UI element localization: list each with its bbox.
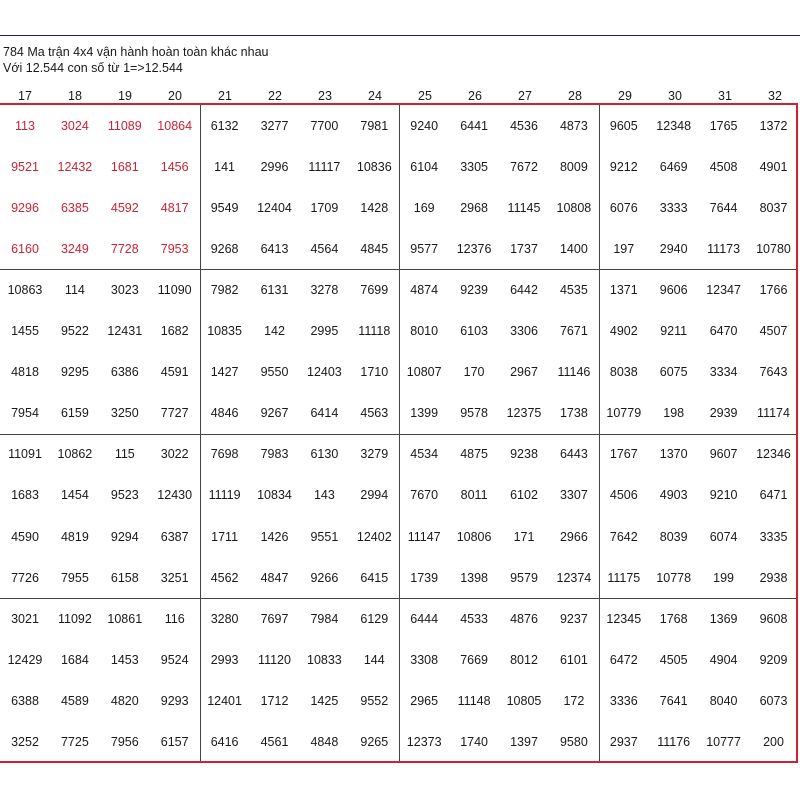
matrix-cell: 6131 [260,282,289,297]
matrix-cell: 6470 [709,324,738,338]
matrix-cell: 2965 [410,693,439,708]
matrix-cell: 11147 [407,529,441,544]
matrix-cell: 142 [264,324,285,338]
matrix-cell: 6074 [709,529,738,544]
matrix-cell: 2995 [310,324,339,338]
matrix-cell: 4876 [510,611,538,626]
matrix-cell: 6385 [60,200,89,215]
matrix-cell: 12403 [307,365,342,380]
matrix-cell: 1709 [310,200,339,215]
matrix-cell: 9549 [210,200,239,215]
column-header: 26 [468,89,482,103]
matrix-cell: 1370 [659,447,688,462]
matrix-cell: 6443 [559,447,588,462]
matrix-cell: 12431 [107,324,143,338]
matrix-cell: 3021 [11,611,39,626]
matrix-cell: 1711 [211,529,239,544]
matrix-cell: 12347 [706,282,741,297]
block-divider-horizontal [0,269,796,270]
matrix-cell: 8039 [659,529,688,544]
matrix-cell: 8009 [559,159,588,174]
matrix-cell: 9212 [609,159,638,174]
matrix-cell: 169 [413,200,435,215]
matrix-cell: 3306 [510,324,538,338]
matrix-cell: 1738 [559,406,588,421]
matrix-cell: 12429 [7,652,43,667]
matrix-cell: 10836 [356,159,392,174]
matrix-cell: 10864 [157,118,193,133]
matrix-cell: 4820 [110,693,139,708]
column-header: 28 [568,89,582,103]
matrix-cell: 12432 [57,159,93,174]
matrix-cell: 12374 [556,570,592,585]
matrix-cell: 141 [214,159,236,174]
matrix-cell: 1740 [460,735,488,749]
matrix-cell: 4535 [559,282,588,297]
matrix-cell: 198 [663,406,685,421]
title-block [3,44,268,76]
matrix-cell: 1372 [759,118,788,133]
column-header: 30 [668,89,682,103]
matrix-cell: 9237 [559,611,588,626]
matrix-cell: 6101 [559,652,588,667]
matrix-cell: 10863 [7,282,43,297]
column-header: 25 [418,89,432,103]
matrix-cell: 3307 [559,488,588,503]
matrix-cell: 6414 [310,406,339,421]
column-header-row [0,88,800,104]
matrix-cell: 1427 [210,365,239,380]
matrix-cell: 9523 [110,488,139,503]
column-header: 32 [768,89,782,103]
matrix-cell: 1398 [460,570,488,585]
matrix-cell: 1456 [160,159,189,174]
matrix-cell: 7698 [210,447,239,462]
column-header: 23 [318,89,332,103]
matrix-cell: 7699 [360,282,389,297]
matrix-cell: 1737 [510,241,538,256]
matrix-cell: 3251 [160,570,189,585]
matrix-cell: 11117 [308,159,341,174]
matrix-cell: 4848 [310,735,339,749]
matrix-cell: 6130 [310,447,339,462]
matrix-cell: 1371 [609,282,638,297]
matrix-cell: 170 [463,365,485,380]
matrix-cell: 4507 [759,324,788,338]
matrix-cell: 9211 [660,324,688,338]
matrix-cell: 3333 [659,200,688,215]
matrix-cell: 2993 [210,652,239,667]
title-line-2: Với 12.544 con số từ 1=>12.544 [3,61,183,75]
matrix-cell: 11092 [57,611,92,626]
matrix-cell: 11118 [358,324,391,338]
matrix-cell: 3250 [110,406,139,421]
matrix-cell: 9579 [510,570,538,585]
matrix-cell: 4590 [11,529,39,544]
matrix-cell: 6129 [360,611,389,626]
matrix-cell: 6388 [11,693,39,708]
matrix-cell: 4534 [410,447,439,462]
matrix-cell: 6102 [510,488,538,503]
matrix-cell: 6132 [210,118,239,133]
matrix-cell: 7956 [110,735,139,749]
matrix-cell: 1684 [60,652,89,667]
matrix-cell: 7726 [11,570,39,585]
matrix-cell: 4536 [510,118,538,133]
matrix-cell: 3335 [759,529,788,544]
matrix-cell: 10780 [756,241,791,256]
matrix-cell: 1739 [410,570,439,585]
matrix-cell: 6076 [609,200,638,215]
matrix-cell: 1455 [11,324,39,338]
matrix-cell: 9552 [360,693,389,708]
column-header: 24 [368,89,382,103]
matrix-cell: 4589 [60,693,89,708]
matrix-cell: 4563 [360,406,389,421]
matrix-cell: 4533 [460,611,488,626]
column-header: 18 [68,89,82,103]
matrix-cell: 1454 [60,488,89,503]
matrix-cell: 6469 [659,159,688,174]
column-header: 17 [18,89,32,103]
column-header: 21 [218,89,232,103]
matrix-cell: 12373 [406,735,442,749]
matrix-cell: 6471 [759,488,788,503]
matrix-cell: 9296 [11,200,39,215]
matrix-cell: 1712 [260,693,289,708]
matrix-cell: 1682 [160,324,189,338]
matrix-cell: 11091 [8,447,42,462]
block-divider-horizontal [0,598,796,599]
matrix-cell: 11176 [657,735,691,749]
matrix-cell: 1683 [11,488,39,503]
matrix-cell: 6413 [260,241,289,256]
matrix-cell: 11175 [607,570,641,585]
matrix-cell: 12401 [207,693,242,708]
matrix-cell: 11119 [208,488,241,503]
matrix-cell: 7953 [160,241,189,256]
matrix-cell: 3280 [210,611,239,626]
matrix-cell: 6160 [11,241,39,256]
matrix-cell: 1765 [709,118,738,133]
matrix-cell: 1400 [559,241,588,256]
matrix-cell: 6073 [759,693,788,708]
matrix-cell: 6075 [659,365,688,380]
top-rule [0,35,800,36]
matrix-cell: 171 [513,529,535,544]
column-header: 22 [268,89,282,103]
matrix-cell: 9522 [60,324,89,338]
matrix-cell: 7728 [110,241,139,256]
matrix-cell: 4561 [260,735,289,749]
matrix-cell: 7641 [659,693,688,708]
matrix-cell: 8038 [609,365,638,380]
matrix-cell: 9606 [659,282,688,297]
matrix-cell: 3279 [360,447,389,462]
matrix-cell: 10862 [57,447,93,462]
matrix-cell: 2940 [659,241,688,256]
matrix-cell: 4873 [559,118,588,133]
matrix-cell: 7982 [210,282,239,297]
matrix-cell: 3334 [709,365,738,380]
matrix-cell: 10861 [107,611,143,626]
matrix-cell: 7644 [709,200,738,215]
matrix-cell: 8037 [759,200,788,215]
matrix-cell: 1399 [410,406,439,421]
matrix-cell: 6416 [210,735,239,749]
matrix-cell: 2967 [510,365,538,380]
matrix-cell: 12402 [356,529,392,544]
matrix-cell: 2968 [460,200,488,215]
matrix-cell: 9210 [709,488,738,503]
matrix-cell: 10807 [406,365,442,380]
matrix-cell: 115 [114,447,135,462]
matrix-cell: 4847 [260,570,289,585]
matrix-cell: 6444 [410,611,439,626]
matrix-cell: 11173 [707,241,741,256]
column-header: 20 [168,89,182,103]
magic-square-matrix [0,103,798,763]
matrix-cell: 11148 [457,693,491,708]
matrix-cell: 1768 [659,611,688,626]
matrix-cell: 2938 [759,570,788,585]
matrix-cell: 9266 [310,570,339,585]
matrix-cell: 3308 [410,652,439,667]
matrix-cell: 9524 [160,652,189,667]
matrix-cell: 7700 [310,118,339,133]
matrix-cell: 1425 [310,693,339,708]
matrix-cell: 7671 [559,324,588,338]
matrix-cell: 10805 [506,693,542,708]
matrix-cell: 3336 [609,693,638,708]
matrix-cell: 8010 [410,324,439,338]
matrix-cell: 4592 [110,200,139,215]
matrix-cell: 2994 [360,488,389,503]
matrix-cell: 6157 [160,735,189,749]
matrix-cell: 3023 [110,282,139,297]
matrix-cell: 8011 [460,488,488,503]
matrix-cell: 12345 [606,611,642,626]
matrix-cell: 1426 [260,529,289,544]
matrix-cell: 9240 [410,118,439,133]
matrix-cell: 3277 [260,118,289,133]
matrix-cell: 9605 [609,118,638,133]
matrix-cell: 7955 [60,570,89,585]
matrix-cell: 12375 [506,406,542,421]
matrix-cell: 1369 [709,611,738,626]
matrix-cell: 6104 [410,159,439,174]
matrix-cell: 7672 [510,159,538,174]
title-line-1: 784 Ma trận 4x4 vận hành hoàn toàn khác nhau [3,45,269,59]
matrix-cell: 2939 [709,406,738,421]
matrix-cell: 143 [313,488,335,503]
matrix-cell: 8012 [510,652,538,667]
matrix-cell: 11089 [107,118,142,133]
matrix-cell: 3249 [60,241,89,256]
matrix-cell: 4818 [11,365,39,380]
matrix-cell: 4819 [60,529,89,544]
matrix-cell: 7643 [759,365,788,380]
matrix-cell: 9238 [510,447,538,462]
matrix-cell: 3278 [310,282,339,297]
matrix-cell: 1710 [360,365,389,380]
matrix-cell: 9580 [559,735,588,749]
matrix-cell: 6386 [110,365,139,380]
matrix-cell: 1428 [360,200,389,215]
matrix-cell: 172 [563,693,585,708]
column-header: 29 [618,89,632,103]
matrix-cell: 11145 [507,200,541,215]
matrix-cell: 7670 [410,488,439,503]
matrix-cell: 2937 [609,735,638,749]
matrix-cell: 1767 [609,447,638,462]
block-divider-horizontal [0,434,796,435]
matrix-cell: 9577 [410,241,439,256]
matrix-cell: 9239 [460,282,488,297]
matrix-cell: 3022 [160,447,189,462]
matrix-cell: 9209 [759,652,788,667]
matrix-cell: 10779 [606,406,642,421]
matrix-cell: 10834 [257,488,292,503]
matrix-cell: 7727 [160,406,189,421]
matrix-cell: 12430 [157,488,193,503]
matrix-cell: 9295 [60,365,89,380]
matrix-cell: 7983 [260,447,289,462]
matrix-cell: 4817 [160,200,189,215]
column-header: 19 [118,89,132,103]
matrix-cell: 7642 [609,529,638,544]
matrix-cell: 114 [64,282,85,297]
matrix-cell: 197 [613,241,635,256]
matrix-cell: 1453 [110,652,139,667]
matrix-cell: 4591 [160,365,189,380]
matrix-cell: 4506 [609,488,638,503]
matrix-cell: 113 [15,118,35,133]
matrix-cell: 4901 [759,159,788,174]
matrix-cell: 144 [363,652,385,667]
matrix-cell: 3252 [11,735,39,749]
matrix-cell: 1766 [759,282,788,297]
matrix-cell: 9265 [360,735,389,749]
matrix-cell: 3024 [60,118,89,133]
matrix-cell: 12376 [456,241,492,256]
matrix-cell: 11120 [258,652,291,667]
matrix-cell: 4902 [609,324,638,338]
matrix-cell: 10778 [656,570,692,585]
matrix-cell: 7984 [310,611,339,626]
matrix-cell: 4505 [659,652,688,667]
matrix-cell: 8040 [709,693,738,708]
matrix-cell: 2966 [559,529,588,544]
column-header: 31 [718,89,732,103]
matrix-cell: 9608 [759,611,788,626]
matrix-cell: 4508 [709,159,738,174]
matrix-cell: 9293 [160,693,189,708]
matrix-cell: 12346 [756,447,791,462]
matrix-cell: 6441 [460,118,488,133]
matrix-cell: 4846 [210,406,239,421]
matrix-cell: 9521 [11,159,39,174]
matrix-cell: 9607 [709,447,738,462]
column-header: 27 [518,89,532,103]
matrix-cell: 4903 [659,488,688,503]
matrix-cell: 6415 [360,570,389,585]
matrix-cell: 4875 [460,447,488,462]
matrix-cell: 10777 [706,735,741,749]
matrix-cell: 6472 [609,652,638,667]
matrix-cell: 7725 [60,735,89,749]
matrix-cell: 10833 [307,652,342,667]
matrix-cell: 9267 [260,406,289,421]
matrix-cell: 11090 [157,282,192,297]
matrix-cell: 4874 [410,282,439,297]
matrix-cell: 6158 [110,570,139,585]
matrix-cell: 11174 [757,406,790,421]
matrix-cell: 1681 [110,159,139,174]
matrix-cell: 116 [164,611,185,626]
matrix-cell: 6159 [60,406,89,421]
matrix-cell: 7981 [360,118,389,133]
matrix-cell: 10808 [556,200,592,215]
matrix-cell: 12404 [257,200,292,215]
matrix-cell: 9550 [260,365,289,380]
matrix-cell: 1397 [510,735,538,749]
matrix-cell: 12348 [656,118,692,133]
matrix-cell: 7669 [460,652,488,667]
matrix-cell: 9268 [210,241,239,256]
matrix-cell: 199 [713,570,735,585]
matrix-cell: 4845 [360,241,389,256]
matrix-cell: 3305 [460,159,488,174]
matrix-cell: 6103 [460,324,488,338]
matrix-cell: 2996 [260,159,289,174]
matrix-cell: 7954 [11,406,39,421]
matrix-cell: 7697 [260,611,289,626]
matrix-cell: 4564 [310,241,339,256]
matrix-cell: 6387 [160,529,189,544]
matrix-cell: 9551 [310,529,339,544]
matrix-cell: 6442 [510,282,538,297]
matrix-cell: 10835 [207,324,242,338]
matrix-cell: 4904 [709,652,738,667]
matrix-cell: 200 [763,735,784,749]
matrix-cell: 11146 [557,365,591,380]
matrix-cell: 4562 [210,570,239,585]
matrix-cell: 10806 [456,529,492,544]
matrix-cell: 9294 [110,529,139,544]
matrix-cell: 9578 [460,406,488,421]
